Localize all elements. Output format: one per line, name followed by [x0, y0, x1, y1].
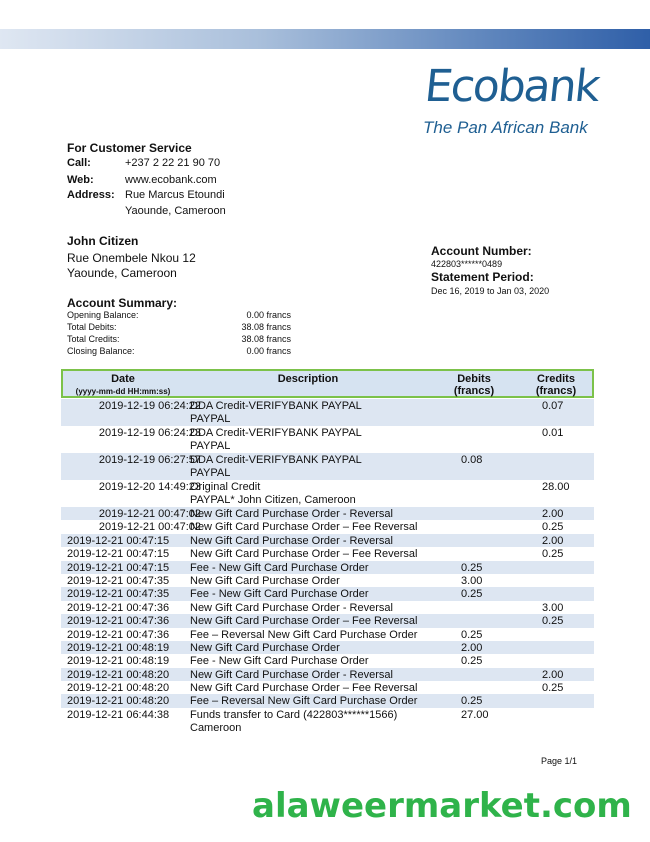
- row-date: 2019-12-21 00:48:19: [67, 655, 170, 668]
- opening-value: 0.00 francs: [246, 310, 291, 320]
- customer-address-line2: Yaounde, Cameroon: [67, 266, 177, 280]
- row-description-line2: PAYPAL: [190, 440, 231, 452]
- row-date: 2019-12-19 06:27:57: [98, 454, 201, 466]
- row-description: New Gift Card Purchase Order – Fee Reversal: [190, 548, 418, 561]
- row-description: Fee – Reversal New Gift Card Purchase Order: [190, 628, 418, 641]
- row-date: 2019-12-21 00:48:20: [67, 682, 170, 695]
- row-description-line2: PAYPAL: [190, 467, 231, 479]
- header-debits: [441, 373, 507, 397]
- summary-debits: [67, 322, 297, 334]
- account-number-value: 422803******0489: [431, 259, 503, 269]
- header-date: [63, 373, 183, 398]
- row-date: 2019-12-21 00:47:15: [67, 548, 170, 561]
- header-description: Description: [277, 373, 339, 385]
- row-date: 2019-12-21 00:47:15: [67, 561, 170, 574]
- web-label: Web:: [67, 174, 94, 186]
- row-debit: 0.08: [461, 454, 483, 466]
- row-description: New Gift Card Purchase Order - Reversal: [190, 508, 393, 520]
- header-gradient-bar: [0, 29, 650, 49]
- row-description-line2: PAYPAL: [190, 413, 231, 425]
- row-date: 2019-12-21 00:47:35: [67, 574, 170, 587]
- table-row: [61, 708, 594, 735]
- logo-wordmark: Ecobank: [422, 61, 601, 112]
- header-credits-unit: (francs): [535, 385, 577, 397]
- table-row: [61, 547, 594, 560]
- table-row: [61, 520, 594, 533]
- row-debit: 0.25: [461, 588, 483, 601]
- opening-label: Opening Balance:: [67, 310, 139, 320]
- ecobank-logo: [422, 61, 601, 144]
- row-debit: 0.25: [461, 695, 483, 708]
- table-row: [61, 480, 594, 507]
- transactions-table-body: [61, 399, 594, 735]
- web-value: www.ecobank.com: [125, 174, 217, 186]
- header-credits-label: Credits: [537, 373, 575, 385]
- credits-value: 38.08 francs: [241, 334, 291, 344]
- page-number: Page 1/1: [541, 756, 578, 766]
- row-description-line2: PAYPAL* John Citizen, Cameroon: [190, 494, 356, 506]
- row-date: 2019-12-20 14:49:23: [98, 481, 201, 493]
- watermark: alaweermarket.com: [252, 786, 632, 826]
- row-date: 2019-12-21 00:47:02: [98, 508, 201, 520]
- header-debits-unit: (francs): [453, 385, 495, 397]
- debits-value: 38.08 francs: [241, 322, 291, 332]
- row-date: 2019-12-21 00:47:02: [98, 521, 201, 534]
- table-row: [61, 534, 594, 547]
- table-row: [61, 574, 594, 587]
- row-credit: 0.07: [542, 400, 564, 412]
- table-row: [61, 507, 594, 520]
- row-debit: 27.00: [461, 708, 489, 721]
- row-date: 2019-12-19 06:24:23: [98, 427, 201, 439]
- logo-tagline: The Pan African Bank: [423, 118, 588, 137]
- table-row: [61, 614, 594, 627]
- row-date: 2019-12-21 00:48:19: [67, 641, 170, 654]
- table-row: [61, 654, 594, 667]
- header-credits: [523, 373, 589, 397]
- row-description: New Gift Card Purchase Order – Fee Reversal: [190, 521, 418, 534]
- table-row: [61, 641, 594, 654]
- table-row: [61, 668, 594, 681]
- row-debit: 2.00: [461, 641, 483, 654]
- row-credit: 0.01: [542, 427, 564, 439]
- row-debit: 0.25: [461, 655, 483, 668]
- row-date: 2019-12-19 06:24:22: [98, 400, 201, 412]
- row-credit: 3.00: [542, 601, 564, 614]
- row-description: DDA Credit-VERIFYBANK PAYPAL: [190, 454, 362, 466]
- summary-credits: [67, 334, 297, 346]
- table-row: [61, 399, 594, 426]
- row-date: 2019-12-21 00:48:20: [67, 668, 170, 681]
- account-summary-title: Account Summary:: [67, 296, 178, 310]
- table-row: [61, 694, 594, 707]
- row-description: Fee - New Gift Card Purchase Order: [190, 655, 369, 668]
- row-date: 2019-12-21 00:48:20: [67, 695, 170, 708]
- row-description: Fee - New Gift Card Purchase Order: [190, 588, 369, 601]
- row-date: 2019-12-21 00:47:35: [67, 588, 170, 601]
- row-date: 2019-12-21 00:47:15: [67, 534, 170, 547]
- header-date-label: Date: [111, 373, 135, 385]
- address-line2: Yaounde, Cameroon: [125, 205, 226, 217]
- call-label: Call:: [67, 157, 91, 169]
- row-description: New Gift Card Purchase Order – Fee Reversal: [190, 682, 418, 695]
- row-debit: 0.25: [461, 561, 483, 574]
- row-date: 2019-12-21 00:47:36: [67, 601, 170, 614]
- row-description: DDA Credit-VERIFYBANK PAYPAL: [190, 427, 362, 439]
- row-description: Fee – Reversal New Gift Card Purchase Order: [190, 695, 418, 708]
- table-row: [61, 587, 594, 600]
- row-description: Funds transfer to Card (422803******1566): [190, 708, 398, 721]
- customer-service-title: For Customer Service: [67, 141, 192, 155]
- row-credit: 0.25: [542, 521, 564, 534]
- row-date: 2019-12-21 06:44:38: [67, 708, 170, 721]
- statement-period-value: Dec 16, 2019 to Jan 03, 2020: [431, 286, 550, 296]
- summary-closing: [67, 346, 297, 358]
- table-row: [61, 561, 594, 574]
- address-line1: Rue Marcus Etoundi: [125, 189, 225, 201]
- closing-label: Closing Balance:: [67, 346, 135, 356]
- call-value: +237 2 22 21 90 70: [125, 157, 221, 169]
- row-description: DDA Credit-VERIFYBANK PAYPAL: [190, 400, 362, 412]
- row-credit: 2.00: [542, 534, 564, 547]
- row-credit: 28.00: [542, 481, 570, 493]
- row-description: Original Credit: [190, 481, 261, 493]
- row-description-line2: Cameroon: [190, 721, 242, 734]
- table-row: [61, 628, 594, 641]
- row-description: New Gift Card Purchase Order - Reversal: [190, 534, 393, 547]
- row-credit: 2.00: [542, 508, 564, 520]
- customer-address-line1: Rue Onembele Nkou 12: [67, 251, 196, 265]
- closing-value: 0.00 francs: [246, 346, 291, 356]
- header-debits-label: Debits: [457, 373, 491, 385]
- debits-label: Total Debits:: [67, 322, 117, 332]
- header-date-format: (yyyy-mm-dd HH:mm:ss): [75, 387, 171, 396]
- row-credit: 0.25: [542, 682, 564, 695]
- transactions-table-header: [61, 369, 594, 398]
- credits-label: Total Credits:: [67, 334, 120, 344]
- row-date: 2019-12-21 00:47:36: [67, 628, 170, 641]
- customer-name: John Citizen: [67, 234, 139, 248]
- row-description: New Gift Card Purchase Order: [190, 641, 340, 654]
- account-number-label: Account Number:: [431, 244, 532, 258]
- table-row: [61, 426, 594, 453]
- summary-opening: [67, 310, 297, 322]
- row-description: New Gift Card Purchase Order - Reversal: [190, 601, 393, 614]
- table-row: [61, 601, 594, 614]
- table-row: [61, 453, 594, 480]
- row-credit: 0.25: [542, 548, 564, 561]
- row-debit: 0.25: [461, 628, 483, 641]
- address-label: Address:: [67, 189, 115, 201]
- row-description: New Gift Card Purchase Order – Fee Reversal: [190, 615, 418, 628]
- row-debit: 3.00: [461, 574, 483, 587]
- row-description: New Gift Card Purchase Order: [190, 574, 340, 587]
- row-date: 2019-12-21 00:47:36: [67, 615, 170, 628]
- statement-period-label: Statement Period:: [431, 270, 534, 284]
- row-credit: 0.25: [542, 615, 564, 628]
- row-description: New Gift Card Purchase Order - Reversal: [190, 668, 393, 681]
- table-row: [61, 681, 594, 694]
- row-description: Fee - New Gift Card Purchase Order: [190, 561, 369, 574]
- row-credit: 2.00: [542, 668, 564, 681]
